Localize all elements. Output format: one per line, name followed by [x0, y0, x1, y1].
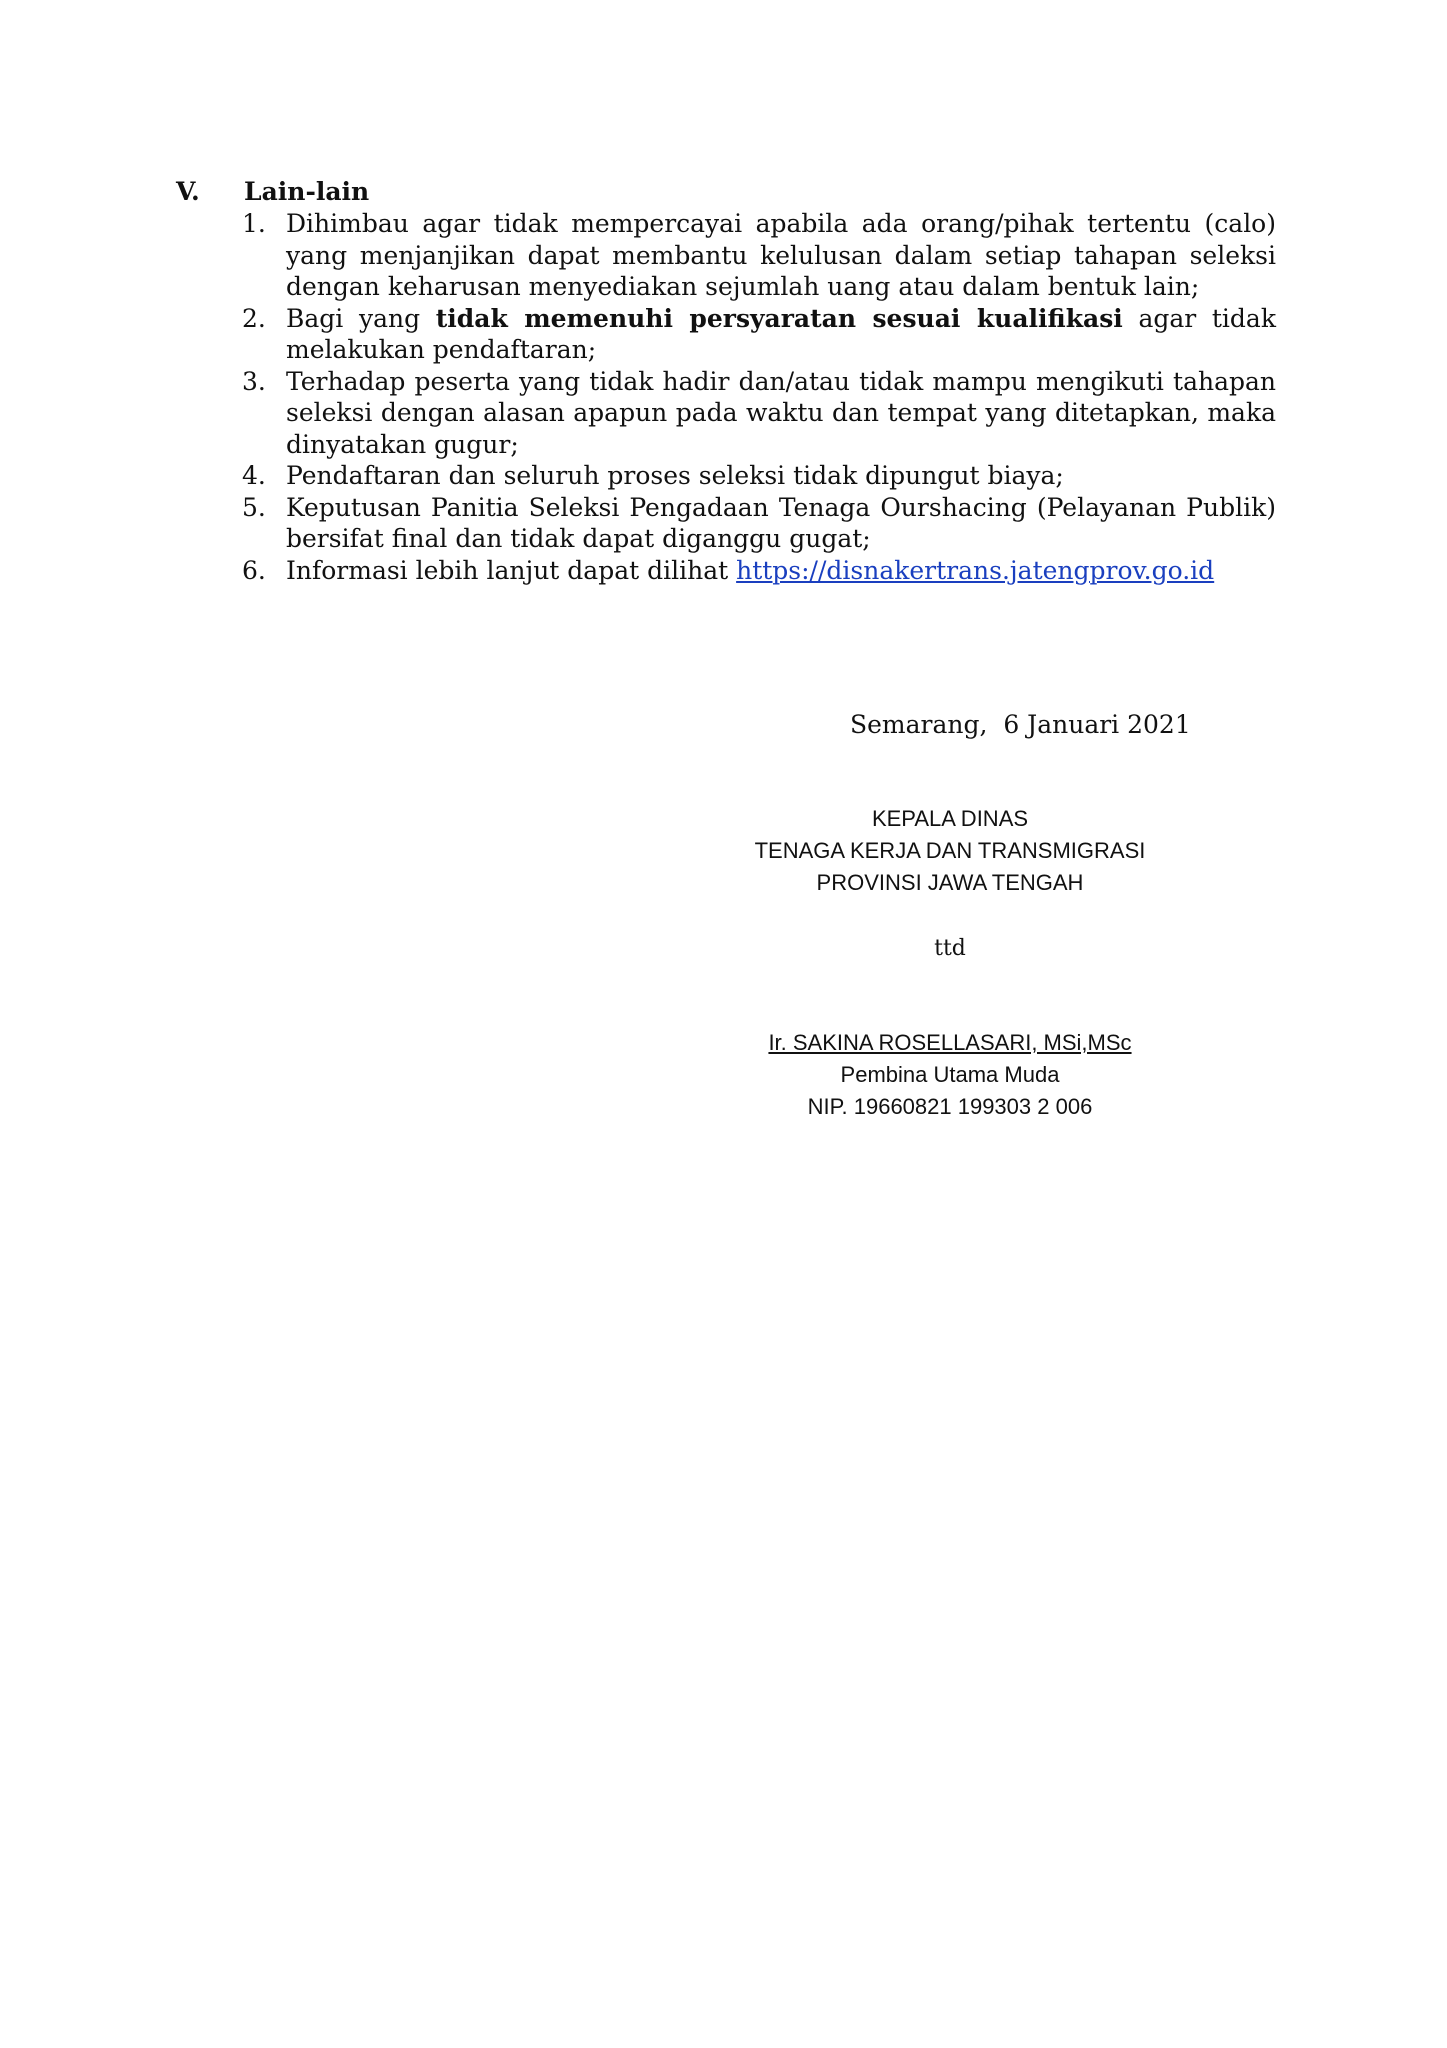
- official-title-line: PROVINSI JAWA TENGAH: [816, 870, 1084, 895]
- list-item: [242, 208, 1276, 303]
- signer-nip: NIP. 19660821 199303 2 006: [807, 1094, 1093, 1119]
- place-date: Semarang, 6 Januari 2021: [850, 710, 1191, 739]
- item-number: 6.: [242, 555, 266, 585]
- signer-name: Ir. SAKINA ROSELLASARI, MSi,MSc: [768, 1030, 1132, 1055]
- list-item: [242, 303, 1276, 366]
- item-number: 4.: [242, 461, 266, 490]
- item-text: Dihimbau agar tidak mempercayai apabila ada orang/pihak tertentu (calo) yang menjanjikan dapat membantu kelulusan dalam setiap tahapan seleksi dengan keharusan menyediakan sejumlah uang atau dalam bentuk lain;: [286, 209, 1276, 301]
- item-number: 2.: [242, 303, 266, 333]
- item-number: 5.: [242, 492, 266, 522]
- item-text-before: Bagi yang: [286, 303, 436, 333]
- signer-block: [660, 1027, 1240, 1123]
- item-text: [286, 555, 1276, 587]
- provisions-list: [242, 208, 1276, 586]
- list-item: [242, 555, 1276, 587]
- item-text: Pendaftaran dan seluruh proses seleksi tidak dipungut biaya;: [286, 461, 1064, 490]
- section-title: Lain-lain: [244, 177, 370, 206]
- item-text: [286, 303, 1276, 366]
- section-heading: [176, 176, 1276, 208]
- website-link[interactable]: https://disnakertrans.jatengprov.go.id: [736, 555, 1215, 585]
- item-number: 1.: [242, 209, 266, 238]
- item-text-emphasis: tidak memenuhi persyaratan sesuai kualifikasi: [435, 303, 1123, 333]
- item-text: Terhadap peserta yang tidak hadir dan/atau tidak mampu mengikuti tahapan seleksi dengan alasan apapun pada waktu dan tempat yang ditetapkan, maka dinyatakan gugur;: [286, 366, 1276, 459]
- section-number: V.: [176, 177, 200, 206]
- section-lain-lain: [176, 176, 1276, 585]
- official-title-block: [660, 803, 1240, 899]
- list-item: [242, 366, 1276, 461]
- item-text-after: agar tidak melakukan pendaftaran;: [286, 303, 1276, 364]
- official-title-line: TENAGA KERJA DAN TRANSMIGRASI: [754, 838, 1146, 863]
- signature-mark: ttd: [934, 936, 966, 961]
- item-text-before: Informasi lebih lanjut dapat dilihat: [286, 555, 737, 585]
- list-item: [242, 460, 1276, 492]
- item-number: 3.: [242, 366, 266, 396]
- signer-rank: Pembina Utama Muda: [840, 1062, 1060, 1087]
- list-item: [242, 492, 1276, 555]
- official-title-line: KEPALA DINAS: [871, 806, 1029, 831]
- item-text: Keputusan Panitia Seleksi Pengadaan Tenaga Ourshacing (Pelayanan Publik) bersifat final dan tidak dapat diganggu gugat;: [286, 492, 1276, 553]
